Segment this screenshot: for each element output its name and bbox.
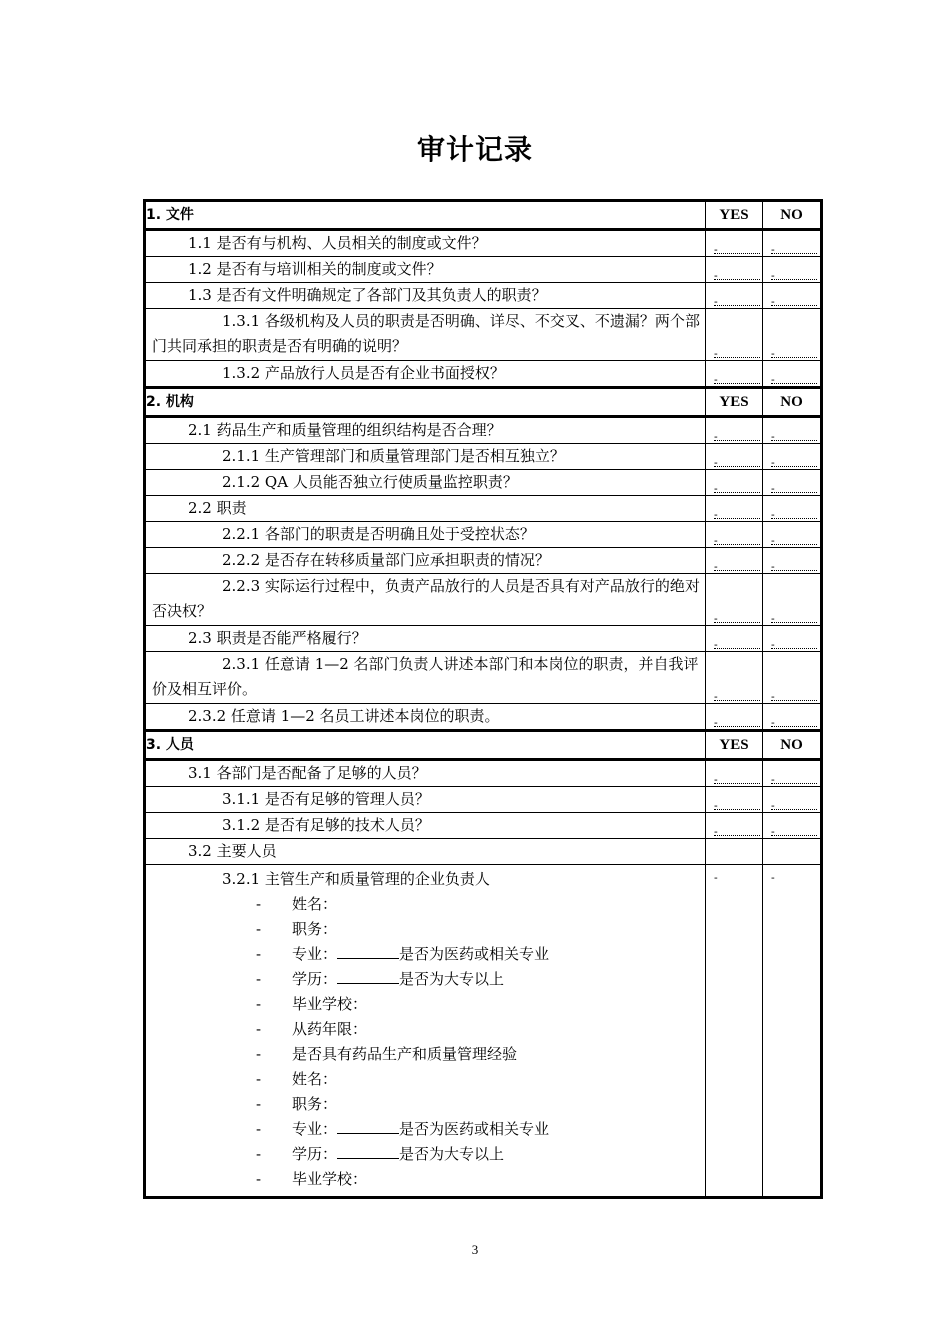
mark-placeholder: - xyxy=(714,825,718,838)
major-question: 是否为医药或相关专业 xyxy=(399,945,550,963)
mark-placeholder: - xyxy=(771,482,775,495)
table-row xyxy=(145,417,822,444)
no-column-header: NO xyxy=(763,731,822,760)
major-blank[interactable] xyxy=(337,1117,399,1134)
mark-placeholder: - xyxy=(771,560,775,573)
mark-placeholder: - xyxy=(714,456,718,469)
mark-placeholder: - xyxy=(771,295,775,308)
question-text: 2.2.3 实际运行过程中，负责产品放行的人员是否具有对产品放行的绝对否决权？ xyxy=(145,574,706,626)
no-check-field[interactable] xyxy=(763,787,822,813)
mark-placeholder: - xyxy=(771,534,775,547)
yes-check-field[interactable] xyxy=(706,417,763,444)
school-field-label: 毕业学校： xyxy=(292,1170,368,1188)
no-check-field[interactable] xyxy=(763,839,822,865)
mark-placeholder: - xyxy=(714,508,718,521)
position-field-label: 职务： xyxy=(292,1095,338,1113)
no-check-field[interactable] xyxy=(763,230,822,257)
mark-placeholder: - xyxy=(771,269,775,282)
mark-placeholder: - xyxy=(771,612,775,625)
section-header-organization xyxy=(145,388,822,417)
question-text: 2.3.1 任意请 1—2 名部门负责人讲述本部门和本岗位的职责，并自我评价及相互评价。 xyxy=(145,652,706,704)
yes-check-field[interactable] xyxy=(706,361,763,388)
section-title: 1. 文件 xyxy=(145,201,706,230)
mark-placeholder: - xyxy=(771,430,775,443)
yes-column-header: YES xyxy=(706,388,763,417)
personnel-detail xyxy=(146,865,705,1196)
page-title: 审计记录 xyxy=(416,133,533,166)
mark-placeholder: - xyxy=(714,638,718,651)
table-row xyxy=(145,496,822,522)
no-check-field[interactable] xyxy=(763,496,822,522)
question-text: 1.3 是否有文件明确规定了各部门及其负责人的职责？ xyxy=(145,283,706,309)
list-item xyxy=(222,892,701,917)
section-title: 3. 人员 xyxy=(145,731,706,760)
no-column-header: NO xyxy=(763,388,822,417)
yes-check-field[interactable] xyxy=(706,626,763,652)
question-text: 1.2 是否有与培训相关的制度或文件？ xyxy=(145,257,706,283)
yes-check-field[interactable] xyxy=(706,760,763,787)
table-row xyxy=(145,361,822,388)
bullet: - xyxy=(256,970,262,988)
mark-placeholder: - xyxy=(714,871,718,884)
list-item xyxy=(222,1042,701,1067)
no-check-field[interactable] xyxy=(763,760,822,787)
mark-placeholder: - xyxy=(714,716,718,729)
question-text: 3.1 各部门是否配备了足够的人员？ xyxy=(145,760,706,787)
yes-check-field[interactable] xyxy=(706,704,763,731)
mark-placeholder: - xyxy=(771,799,775,812)
table-row xyxy=(145,309,822,361)
mark-placeholder: - xyxy=(714,269,718,282)
bullet: - xyxy=(256,1145,262,1163)
no-check-field[interactable] xyxy=(763,704,822,731)
question-text: 2.2.2 是否存在转移质量部门应承担职责的情况？ xyxy=(145,548,706,574)
table-row xyxy=(145,652,822,704)
table-row xyxy=(145,283,822,309)
table-row xyxy=(145,787,822,813)
mark-placeholder: - xyxy=(714,347,718,360)
education-question: 是否为大专以上 xyxy=(399,1145,505,1163)
question-text: 2.3.2 任意请 1—2 名员工讲述本岗位的职责。 xyxy=(145,704,706,731)
section-header-personnel xyxy=(145,731,822,760)
no-check-field[interactable] xyxy=(763,361,822,388)
major-field-label: 专业： xyxy=(292,1120,338,1138)
bullet: - xyxy=(256,1020,262,1038)
major-question: 是否为医药或相关专业 xyxy=(399,1120,550,1138)
section-title: 2. 机构 xyxy=(145,388,706,417)
question-text: 2.2 职责 xyxy=(145,496,706,522)
mark-placeholder: - xyxy=(714,773,718,786)
yes-check-field[interactable] xyxy=(706,257,763,283)
list-item xyxy=(222,1067,701,1092)
mark-placeholder: - xyxy=(714,373,718,386)
mark-placeholder: - xyxy=(714,295,718,308)
question-text: 1.3.2 产品放行人员是否有企业书面授权？ xyxy=(145,361,706,388)
yes-check-field[interactable] xyxy=(706,574,763,626)
list-item xyxy=(222,967,701,992)
mark-placeholder: - xyxy=(771,638,775,651)
education-blank[interactable] xyxy=(337,967,399,984)
audit-table xyxy=(143,199,823,1199)
question-text: 3.2.1 主管生产和质量管理的企业负责人 xyxy=(222,870,490,888)
no-check-field[interactable] xyxy=(763,444,822,470)
mark-placeholder: - xyxy=(714,430,718,443)
list-item xyxy=(222,992,701,1017)
table-row xyxy=(145,257,822,283)
yes-check-field[interactable] xyxy=(706,309,763,361)
table-row xyxy=(145,626,822,652)
education-field-label: 学历： xyxy=(292,1145,338,1163)
no-check-field[interactable] xyxy=(763,574,822,626)
bullet: - xyxy=(256,1095,262,1113)
no-check-field[interactable] xyxy=(763,470,822,496)
mark-placeholder: - xyxy=(714,482,718,495)
yes-check-field[interactable] xyxy=(706,652,763,704)
yes-check-field[interactable] xyxy=(706,470,763,496)
no-check-field[interactable] xyxy=(763,522,822,548)
list-item xyxy=(222,1142,701,1167)
bullet: - xyxy=(256,1070,262,1088)
table-row xyxy=(145,813,822,839)
yes-check-field[interactable] xyxy=(706,548,763,574)
mark-placeholder: - xyxy=(714,560,718,573)
no-check-field[interactable] xyxy=(763,257,822,283)
question-text: 2.1 药品生产和质量管理的组织结构是否合理？ xyxy=(145,417,706,444)
education-question: 是否为大专以上 xyxy=(399,970,505,988)
list-item xyxy=(222,1167,701,1192)
yes-check-field[interactable] xyxy=(706,283,763,309)
table-row xyxy=(145,444,822,470)
yes-check-field[interactable] xyxy=(706,230,763,257)
no-check-field[interactable] xyxy=(763,813,822,839)
question-text: 2.1.1 生产管理部门和质量管理部门是否相互独立？ xyxy=(145,444,706,470)
no-check-field[interactable] xyxy=(763,626,822,652)
no-check-field[interactable] xyxy=(763,417,822,444)
yes-check-field[interactable] xyxy=(706,444,763,470)
yes-column-header: YES xyxy=(706,201,763,230)
education-blank[interactable] xyxy=(337,1142,399,1159)
table-row xyxy=(145,704,822,731)
list-item xyxy=(222,942,701,967)
yes-column-header: YES xyxy=(706,731,763,760)
table-row xyxy=(145,548,822,574)
yes-check-field[interactable] xyxy=(706,496,763,522)
bullet: - xyxy=(256,920,262,938)
table-row xyxy=(145,574,822,626)
no-check-field[interactable] xyxy=(763,652,822,704)
question-text: 2.1.2 QA 人员能否独立行使质量监控职责？ xyxy=(145,470,706,496)
mark-placeholder: - xyxy=(771,690,775,703)
question-text: 3.1.2 是否有足够的技术人员？ xyxy=(145,813,706,839)
yes-check-field[interactable] xyxy=(706,865,763,1198)
major-blank[interactable] xyxy=(337,942,399,959)
no-check-field[interactable] xyxy=(763,309,822,361)
question-text: 2.2.1 各部门的职责是否明确且处于受控状态？ xyxy=(145,522,706,548)
experience-question: 是否具有药品生产和质量管理经验 xyxy=(292,1045,518,1063)
school-field-label: 毕业学校： xyxy=(292,995,368,1013)
table-row xyxy=(145,839,822,865)
bullet: - xyxy=(256,945,262,963)
mark-placeholder: - xyxy=(771,825,775,838)
yes-check-field[interactable] xyxy=(706,839,763,865)
position-field-label: 职务： xyxy=(292,920,338,938)
name-field-label: 姓名： xyxy=(292,1070,338,1088)
mark-placeholder: - xyxy=(771,871,775,884)
mark-placeholder: - xyxy=(771,716,775,729)
no-check-field[interactable] xyxy=(763,283,822,309)
table-row xyxy=(145,470,822,496)
mark-placeholder: - xyxy=(771,373,775,386)
list-item xyxy=(222,1117,701,1142)
major-field-label: 专业： xyxy=(292,945,338,963)
question-text: 1.3.1 各级机构及人员的职责是否明确、详尽、不交叉、不遗漏？两个部门共同承担的职责是否有明确的说明？ xyxy=(145,309,706,361)
no-check-field[interactable] xyxy=(763,865,822,1198)
page-number: 3 xyxy=(471,1242,479,1257)
table-row xyxy=(145,230,822,257)
bullet: - xyxy=(256,1045,262,1063)
mark-placeholder: - xyxy=(714,690,718,703)
section-header-documents xyxy=(145,201,822,230)
mark-placeholder: - xyxy=(714,243,718,256)
list-item xyxy=(222,1017,701,1042)
table-row xyxy=(145,865,822,1198)
mark-placeholder: - xyxy=(771,347,775,360)
mark-placeholder: - xyxy=(714,799,718,812)
mark-placeholder: - xyxy=(771,508,775,521)
bullet: - xyxy=(256,895,262,913)
mark-placeholder: - xyxy=(771,243,775,256)
list-item xyxy=(222,917,701,942)
name-field-label: 姓名： xyxy=(292,895,338,913)
no-check-field[interactable] xyxy=(763,548,822,574)
no-column-header: NO xyxy=(763,201,822,230)
table-row xyxy=(145,760,822,787)
question-text: 3.1.1 是否有足够的管理人员？ xyxy=(145,787,706,813)
mark-placeholder: - xyxy=(714,534,718,547)
yes-check-field[interactable] xyxy=(706,813,763,839)
education-field-label: 学历： xyxy=(292,970,338,988)
question-text: 3.2 主要人员 xyxy=(145,839,706,865)
question-text: 2.3 职责是否能严格履行？ xyxy=(145,626,706,652)
list-item xyxy=(222,1092,701,1117)
mark-placeholder: - xyxy=(771,456,775,469)
bullet: - xyxy=(256,1170,262,1188)
bullet: - xyxy=(256,995,262,1013)
personnel-detail-cell xyxy=(145,865,706,1198)
mark-placeholder: - xyxy=(714,612,718,625)
bullet: - xyxy=(256,1120,262,1138)
table-row xyxy=(145,522,822,548)
years-field-label: 从药年限： xyxy=(292,1020,368,1038)
yes-check-field[interactable] xyxy=(706,522,763,548)
yes-check-field[interactable] xyxy=(706,787,763,813)
mark-placeholder: - xyxy=(771,773,775,786)
question-text: 1.1 是否有与机构、人员相关的制度或文件？ xyxy=(145,230,706,257)
